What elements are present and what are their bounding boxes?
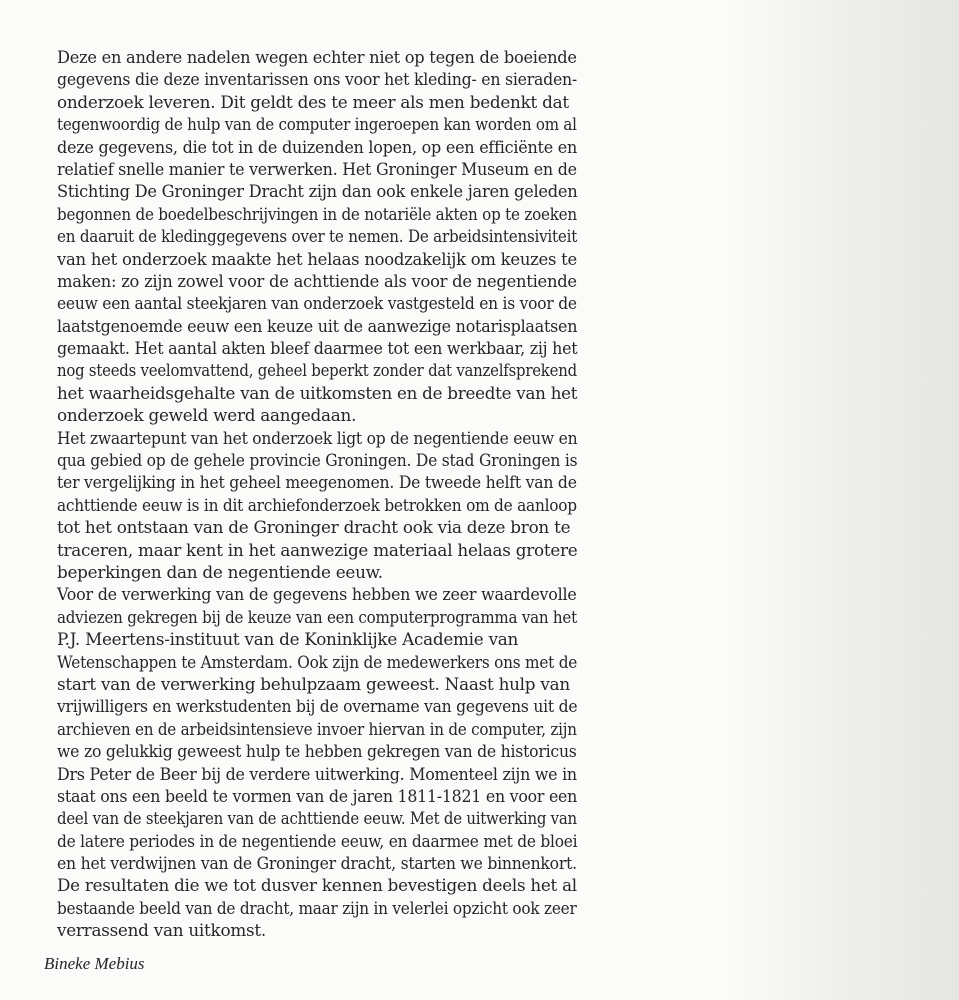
text-line: Voor de verwerking van de gegevens hebben we zeer waardevolle bbox=[57, 584, 577, 605]
text-line: Wetenschappen te Amsterdam. Ook zijn de medewerkers ons met de bbox=[57, 651, 578, 672]
text-line: P.J. Meertens-instituut van de Koninklijke Academie van bbox=[57, 629, 519, 650]
text-line: onderzoek geweld werd aangedaan. bbox=[57, 405, 357, 426]
text-line: maken: zo zijn zowel voor de achttiende als voor de negentiende bbox=[57, 270, 577, 291]
author-signature: Bineke Mebius bbox=[44, 954, 145, 973]
text-line: De resultaten die we tot dusver kennen bevestigen deels het al bbox=[57, 875, 577, 896]
text-line: en daaruit de kledinggegevens over te nemen. De arbeidsintensiviteit bbox=[57, 226, 578, 247]
text-line: Drs Peter de Beer bij de verdere uitwerking. Momenteel zijn we in bbox=[57, 763, 577, 784]
text-line: beperkingen dan de negentiende eeuw. bbox=[57, 561, 383, 582]
text-line: qua gebied op de gehele provincie Groningen. De stad Groningen is bbox=[57, 450, 578, 471]
text-line: onderzoek leveren. Dit geldt des te meer als men bedenkt dat bbox=[57, 91, 569, 112]
text-line: begonnen de boedelbeschrijvingen in de notariële akten op te zoeken bbox=[57, 203, 577, 224]
text-line: eeuw een aantal steekjaren van onderzoek vastgesteld en is voor de bbox=[57, 293, 577, 314]
page-edge-shadow bbox=[729, 0, 959, 1000]
text-line: verrassend van uitkomst. bbox=[57, 920, 266, 941]
text-line: tegenwoordig de hulp van de computer ingeroepen kan worden om al bbox=[57, 114, 577, 135]
text-line: bestaande beeld van de dracht, maar zijn in velerlei opzicht ook zeer bbox=[57, 897, 577, 918]
text-line: van het onderzoek maakte het helaas noodzakelijk om keuzes te bbox=[57, 248, 577, 269]
text-line: gegevens die deze inventarissen ons voor het kleding- en sieraden- bbox=[57, 69, 578, 90]
text-line: Deze en andere nadelen wegen echter niet op tegen de boeiende bbox=[57, 47, 577, 67]
text-line: laatstgenoemde eeuw een keuze uit de aanwezige notarisplaatsen bbox=[57, 315, 578, 336]
text-line: de latere periodes in de negentiende eeuw, en daarmee met de bloei bbox=[57, 830, 578, 851]
text-line: start van de verwerking behulpzaam geweest. Naast hulp van bbox=[57, 673, 570, 694]
text-line: traceren, maar kent in het aanwezige materiaal helaas grotere bbox=[57, 539, 578, 560]
text-line: Stichting De Groninger Dracht zijn dan ook enkele jaren geleden bbox=[57, 181, 578, 202]
text-line: Het zwaartepunt van het onderzoek ligt op de negentiende eeuw en bbox=[57, 427, 578, 448]
text-line: staat ons een beeld te vormen van de jaren 1811-1821 en voor een bbox=[57, 785, 578, 806]
text-line: we zo gelukkig geweest hulp te hebben gekregen van de historicus bbox=[57, 741, 577, 762]
text-line: en het verdwijnen van de Groninger dracht, starten we binnenkort. bbox=[57, 853, 577, 874]
text-line: archieven en de arbeidsintensieve invoer hiervan in de computer, zijn bbox=[57, 718, 577, 739]
body-text bbox=[57, 46, 577, 942]
text-line: ter vergelijking in het geheel meegenomen. De tweede helft van de bbox=[57, 472, 577, 493]
text-line: tot het ontstaan van de Groninger dracht ook via deze bron te bbox=[57, 517, 571, 538]
text-line: deze gegevens, die tot in de duizenden lopen, op een efficiënte en bbox=[57, 136, 578, 157]
text-line: het waarheidsgehalte van de uitkomsten en de breedte van het bbox=[57, 382, 578, 403]
text-line: adviezen gekregen bij de keuze van een computerprogramma van het bbox=[57, 606, 577, 627]
text-line: nog steeds veelomvattend, geheel beperkt zonder dat vanzelfsprekend bbox=[57, 360, 577, 381]
text-line: relatief snelle manier te verwerken. Het Groninger Museum en de bbox=[57, 158, 577, 179]
text-line: vrijwilligers en werkstudenten bij de overname van gegevens uit de bbox=[57, 696, 578, 717]
text-line: deel van de steekjaren van de achttiende eeuw. Met de uitwerking van bbox=[57, 808, 577, 829]
text-line: gemaakt. Het aantal akten bleef daarmee tot een werkbaar, zij het bbox=[57, 338, 578, 359]
text-line: achttiende eeuw is in dit archiefonderzoek betrokken om de aanloop bbox=[57, 494, 577, 515]
